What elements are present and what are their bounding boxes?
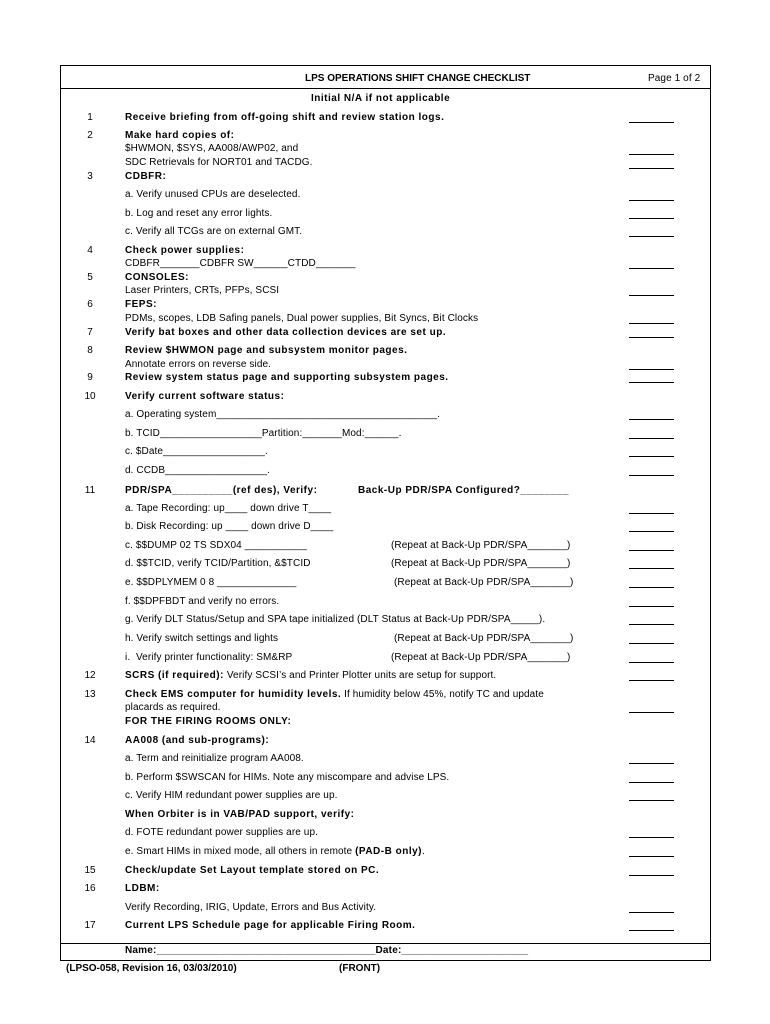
item-number: 7 bbox=[87, 327, 93, 338]
item-subtext: a. Verify unused CPUs are deselected. bbox=[125, 189, 301, 200]
initial-blank[interactable] bbox=[629, 912, 674, 913]
initial-blank[interactable] bbox=[629, 624, 674, 625]
item-number: 2 bbox=[87, 130, 93, 141]
initial-blank[interactable] bbox=[629, 295, 674, 296]
initial-blank[interactable] bbox=[629, 550, 674, 551]
item-text: CDBFR: bbox=[125, 171, 167, 182]
item-number: 16 bbox=[84, 883, 96, 894]
name-date-line[interactable]: Name:______________________________________Date:______________________ bbox=[125, 945, 529, 956]
item-text: FEPS: bbox=[125, 299, 157, 310]
item-number: 4 bbox=[87, 245, 93, 256]
item-subtext: b. Log and reset any error lights. bbox=[125, 208, 273, 219]
item-number: 13 bbox=[84, 689, 96, 700]
item-text: CONSOLES: bbox=[125, 272, 189, 283]
initial-blank[interactable] bbox=[629, 456, 674, 457]
item-subtext: Annotate errors on reverse side. bbox=[125, 359, 272, 370]
initial-blank[interactable] bbox=[629, 856, 674, 857]
item-text-bold: (PAD-B only) bbox=[355, 846, 422, 857]
item-number: 8 bbox=[87, 345, 93, 356]
section-heading: FOR THE FIRING ROOMS ONLY: bbox=[125, 716, 292, 727]
repeat-note: (Repeat at Back-Up PDR/SPA_______) bbox=[394, 577, 574, 588]
initial-blank[interactable] bbox=[629, 154, 674, 155]
initial-blank[interactable] bbox=[629, 930, 674, 931]
initial-blank[interactable] bbox=[629, 218, 674, 219]
item-subtext: a. Tape Recording: up____ down drive T____ bbox=[125, 503, 332, 514]
initial-blank[interactable] bbox=[629, 662, 674, 663]
initial-blank[interactable] bbox=[629, 837, 674, 838]
repeat-note: (Repeat at Back-Up PDR/SPA_______) bbox=[391, 652, 571, 663]
item-text: Check/update Set Layout template stored on PC. bbox=[125, 865, 380, 876]
initial-blank[interactable] bbox=[629, 875, 674, 876]
item-text-rest: If humidity below 45%, notify TC and update bbox=[341, 689, 544, 700]
initial-blank[interactable] bbox=[629, 782, 674, 783]
item-text: AA008 (and sub-programs): bbox=[125, 735, 270, 746]
item-number: 15 bbox=[84, 865, 96, 876]
initial-blank[interactable] bbox=[629, 168, 674, 169]
item-subtext: f. $$DPFBDT and verify no errors. bbox=[125, 596, 280, 607]
item-text: Back-Up PDR/SPA Configured?________ bbox=[358, 485, 569, 496]
initial-blank[interactable] bbox=[629, 606, 674, 607]
item-text bbox=[125, 689, 544, 701]
item-subtext: d. CCDB__________________. bbox=[125, 465, 270, 476]
initial-blank[interactable] bbox=[629, 800, 674, 801]
item-subtext: e. $$DPLYMEM 0 8 ______________ bbox=[125, 577, 297, 588]
section-heading: When Orbiter is in VAB/PAD support, verify: bbox=[125, 809, 355, 820]
initial-blank[interactable] bbox=[629, 587, 674, 588]
item-subtext: b. TCID__________________Partition:_______Mod:______. bbox=[125, 428, 402, 439]
initial-blank[interactable] bbox=[629, 337, 674, 338]
initial-blank[interactable] bbox=[629, 323, 674, 324]
item-text: Verify current software status: bbox=[125, 391, 285, 402]
item-subtext: placards as required. bbox=[125, 702, 221, 713]
item-subtext: $HWMON, $SYS, AA008/AWP02, and bbox=[125, 143, 299, 154]
repeat-note: (Repeat at Back-Up PDR/SPA_______) bbox=[391, 540, 571, 551]
item-subtext: SDC Retrievals for NORT01 and TACDG. bbox=[125, 157, 313, 168]
initial-blank[interactable] bbox=[629, 643, 674, 644]
name-divider bbox=[60, 943, 711, 944]
initial-blank[interactable] bbox=[629, 419, 674, 420]
initial-blank[interactable] bbox=[629, 475, 674, 476]
item-subtext: c. $$DUMP 02 TS SDX04 ___________ bbox=[125, 540, 307, 551]
initial-blank[interactable] bbox=[629, 513, 674, 514]
item-number: 11 bbox=[84, 485, 96, 496]
initial-blank[interactable] bbox=[629, 122, 674, 123]
item-subtext: d. FOTE redundant power supplies are up. bbox=[125, 827, 318, 838]
item-text bbox=[125, 670, 496, 682]
item-subtext: b. Perform $SWSCAN for HIMs. Note any miscompare and advise LPS. bbox=[125, 772, 450, 783]
initial-blank[interactable] bbox=[629, 236, 674, 237]
item-subtext: b. Disk Recording: up ____ down drive D____ bbox=[125, 521, 334, 532]
item-subtext: Laser Printers, CRTs, PFPs, SCSI bbox=[125, 285, 280, 296]
item-number: 17 bbox=[84, 920, 96, 931]
item-subtext: a. Term and reinitialize program AA008. bbox=[125, 753, 304, 764]
item-subtext bbox=[125, 846, 425, 858]
item-number: 5 bbox=[87, 272, 93, 283]
item-subtext: c. $Date__________________. bbox=[125, 446, 268, 457]
initial-blank[interactable] bbox=[629, 200, 674, 201]
item-number: 14 bbox=[84, 735, 96, 746]
item-subtext: h. Verify switch settings and lights bbox=[125, 633, 279, 644]
item-text: LDBM: bbox=[125, 883, 160, 894]
initial-blank[interactable] bbox=[629, 531, 674, 532]
item-number: 10 bbox=[84, 391, 96, 402]
item-subtext: g. Verify DLT Status/Setup and SPA tape initialized (DLT Status at Back-Up PDR/SPA_____). bbox=[125, 614, 546, 625]
initial-blank[interactable] bbox=[629, 763, 674, 764]
item-text: Check power supplies: bbox=[125, 245, 245, 256]
form-number: (LPSO-058, Revision 16, 03/03/2010) bbox=[66, 963, 237, 974]
initial-blank[interactable] bbox=[629, 369, 674, 370]
repeat-note: (Repeat at Back-Up PDR/SPA_______) bbox=[394, 633, 574, 644]
item-number: 9 bbox=[87, 372, 93, 383]
initial-blank[interactable] bbox=[629, 680, 674, 681]
item-subtext: a. Operating system_______________________________________. bbox=[125, 409, 441, 420]
repeat-note: (Repeat at Back-Up PDR/SPA_______) bbox=[391, 558, 571, 569]
item-text: Verify bat boxes and other data collection devices are set up. bbox=[125, 327, 447, 338]
subtitle: Initial N/A if not applicable bbox=[311, 93, 451, 104]
page-number: Page 1 of 2 bbox=[648, 73, 701, 84]
item-number: 12 bbox=[84, 670, 96, 681]
item-text-bold: Check EMS computer for humidity levels. bbox=[125, 689, 342, 700]
item-text: Review system status page and supporting subsystem pages. bbox=[125, 372, 449, 383]
item-number: 6 bbox=[87, 299, 93, 310]
item-number: 3 bbox=[87, 171, 93, 182]
item-text: PDR/SPA__________(ref des), Verify: bbox=[125, 485, 318, 496]
initial-blank[interactable] bbox=[629, 268, 674, 269]
initial-blank[interactable] bbox=[629, 438, 674, 439]
item-text-rest: e. Smart HIMs in mixed mode, all others in remote bbox=[125, 846, 356, 857]
item-subtext: c. Verify HIM redundant power supplies are up. bbox=[125, 790, 338, 801]
page-side: (FRONT) bbox=[339, 963, 381, 974]
item-subtext: c. Verify all TCGs are on external GMT. bbox=[125, 226, 303, 237]
page-title: LPS OPERATIONS SHIFT CHANGE CHECKLIST bbox=[305, 73, 531, 84]
item-text: Make hard copies of: bbox=[125, 130, 235, 141]
item-subtext: PDMs, scopes, LDB Safing panels, Dual power supplies, Bit Syncs, Bit Clocks bbox=[125, 313, 479, 324]
item-number: 1 bbox=[87, 112, 93, 123]
initial-blank[interactable] bbox=[629, 382, 674, 383]
item-text-rest: . bbox=[422, 846, 425, 857]
item-subtext: d. $$TCID, verify TCID/Partition, &$TCID bbox=[125, 558, 311, 569]
item-text-rest: Verify SCSI’s and Printer Plotter units are setup for support. bbox=[223, 670, 497, 681]
item-text: Current LPS Schedule page for applicable Firing Room. bbox=[125, 920, 416, 931]
initial-blank[interactable] bbox=[629, 712, 674, 713]
item-text: Review $HWMON page and subsystem monitor pages. bbox=[125, 345, 408, 356]
item-text-bold: SCRS (if required): bbox=[125, 670, 224, 681]
item-subtext: CDBFR_______CDBFR SW______CTDD_______ bbox=[125, 258, 356, 269]
initial-blank[interactable] bbox=[629, 568, 674, 569]
item-text: Receive briefing from off-going shift and review station logs. bbox=[125, 112, 445, 123]
header-divider bbox=[60, 88, 711, 89]
item-subtext: i. Verify printer functionality: SM&RP bbox=[125, 652, 293, 663]
item-subtext: Verify Recording, IRIG, Update, Errors and Bus Activity. bbox=[125, 902, 377, 913]
